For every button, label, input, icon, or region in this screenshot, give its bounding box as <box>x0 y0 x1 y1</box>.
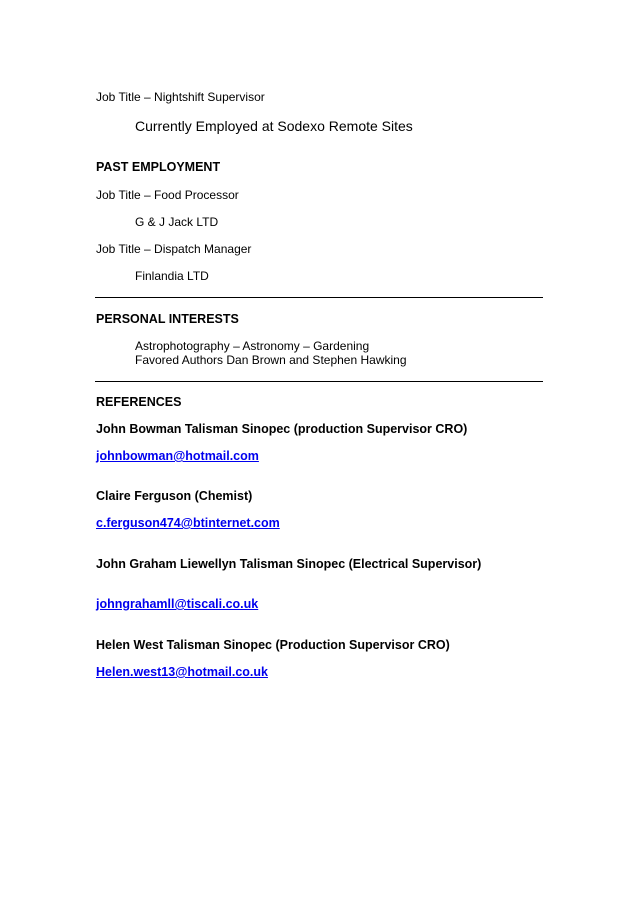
past-job-title-1: Job Title – Food Processor <box>96 188 239 202</box>
past-job-title-2: Job Title – Dispatch Manager <box>96 242 252 256</box>
reference-email-link-1[interactable]: johnbowman@hotmail.com <box>96 449 259 463</box>
reference-name-1: John Bowman Talisman Sinopec (production Supervisor CRO) <box>96 422 468 436</box>
interests-line-2: Favored Authors Dan Brown and Stephen Hawking <box>135 353 407 367</box>
reference-name-2: Claire Ferguson (Chemist) <box>96 489 253 503</box>
current-job-title: Job Title – Nightshift Supervisor <box>96 90 265 104</box>
reference-email-link-2[interactable]: c.ferguson474@btinternet.com <box>96 516 280 530</box>
section-divider-2 <box>95 381 543 382</box>
past-employment-heading: PAST EMPLOYMENT <box>96 160 221 174</box>
reference-name-4: Helen West Talisman Sinopec (Production Supervisor CRO) <box>96 638 450 652</box>
section-divider-1 <box>95 297 543 298</box>
past-employer-2: Finlandia LTD <box>135 269 209 283</box>
interests-line-1: Astrophotography – Astronomy – Gardening <box>135 339 370 353</box>
past-employer-1: G & J Jack LTD <box>135 215 219 229</box>
current-employer: Currently Employed at Sodexo Remote Sites <box>135 118 413 134</box>
reference-email-link-3[interactable]: johngrahamll@tiscali.co.uk <box>96 597 259 611</box>
reference-name-3: John Graham Liewellyn Talisman Sinopec (Electrical Supervisor) <box>96 557 482 571</box>
references-heading: REFERENCES <box>96 395 182 409</box>
reference-email-link-4[interactable]: Helen.west13@hotmail.co.uk <box>96 665 268 679</box>
personal-interests-heading: PERSONAL INTERESTS <box>96 312 239 326</box>
